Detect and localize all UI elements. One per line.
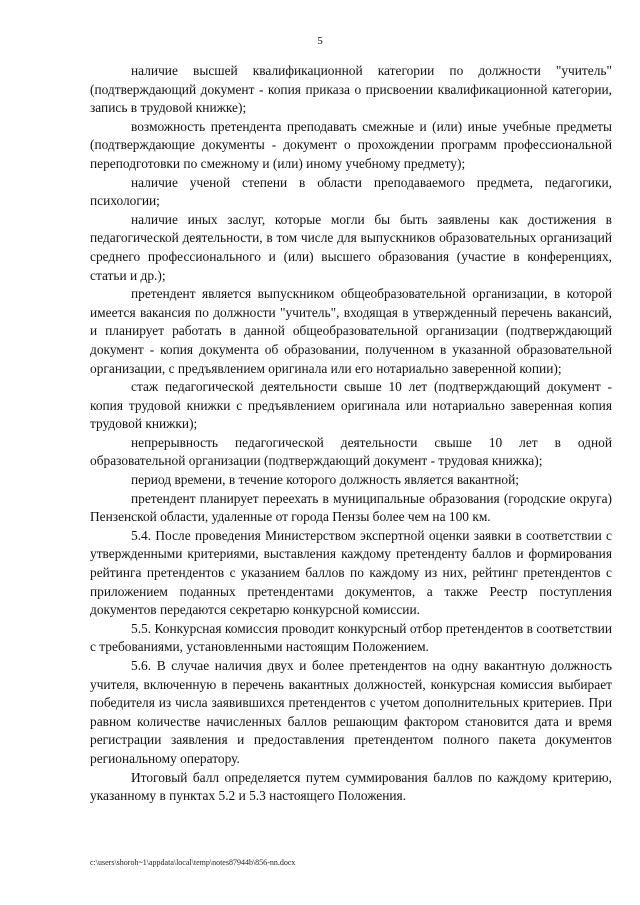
footer-file-path: c:\users\shoroh~1\appdata\local\temp\notes87944b\856-nn.docx	[90, 858, 296, 867]
paragraph-teaching-experience: стаж педагогической деятельности свыше 10 лет (подтверждающий документ - копия трудовой книжки с предъявлением оригинала или нотариально заверенная копия трудовой книжки);	[90, 379, 612, 432]
page-number: 5	[317, 35, 323, 47]
paragraph-section-5-5: 5.5. Конкурсная комиссия проводит конкурсный отбор претендентов в соответствии с требованиями, установленными настоящим Положением.	[90, 620, 612, 655]
paragraph-section-5-6: 5.6. В случае наличия двух и более претендентов на одну вакантную должность учителя, включенную в перечень вакантных должностей, конкурсная комиссия выбирает победителя из числа заявившихся претендентов с учетом дополнительных критериев. При равном количестве начисленных баллов решающим фактором становится дата и время регистрации заявления и предоставления претендентом полного пакета документов региональному оператору.	[90, 658, 612, 766]
document-body	[90, 62, 612, 806]
paragraph-section-5-4: 5.4. После проведения Министерством экспертной оценки заявки в соответствии с утвержденными критериями, выставления каждому претенденту баллов и формирования рейтинга претендентов с указанием баллов по каждому из них, рейтинг претендентов с приложением поданных претендентами документов, а также Реестр поступления документов передаются секретарю конкурсной комиссии.	[90, 527, 612, 618]
paragraph-other-merits: наличие иных заслуг, которые могли бы быть заявлены как достижения в педагогической деятельности, в том числе для выпускников образовательных организаций среднего профессионального и (или) высшего образования (участие в конференциях, статьи и др.);	[90, 211, 612, 283]
paragraph-final-score: Итоговый балл определяется путем суммирования баллов по каждому критерию, указанному в пунктах 5.2 и 5.3 настоящего Положения.	[90, 769, 612, 804]
paragraph-continuous-experience: непрерывность педагогической деятельности свыше 10 лет в одной образовательной организации (подтверждающий документ - трудовая книжка);	[90, 434, 612, 469]
paragraph-relocation: претендент планирует переехать в муниципальные образования (городские округа) Пензенской области, удаленные от города Пензы более чем на 100 км.	[90, 490, 612, 525]
paragraph-qualification-category: наличие высшей квалификационной категории по должности "учитель" (подтверждающий документ - копия приказа о присвоении квалификационной категории, запись в трудовой книжке);	[90, 63, 612, 116]
paragraph-academic-degree: наличие ученой степени в области преподаваемого предмета, педагогики, психологии;	[90, 174, 612, 209]
paragraph-vacancy-period: период времени, в течение которого должность является вакантной;	[131, 472, 519, 488]
paragraph-school-graduate: претендент является выпускником общеобразовательной организации, в которой имеется вакансия по должности "учитель", входящая в утвержденный перечень вакансий, и планирует работать в данной общеобразовательной организации (подтверждающий документ - копия документа об образовании, полученном в указанной образовательной организации, с предъявлением оригинала или его нотариально заверенной копии);	[90, 286, 612, 376]
paragraph-related-subjects: возможность претендента преподавать смежные и (или) иные учебные предметы (подтверждающие документы - документ о прохождении программ профессиональной переподготовки по смежному и (или) иному учебному предмету);	[90, 118, 612, 171]
